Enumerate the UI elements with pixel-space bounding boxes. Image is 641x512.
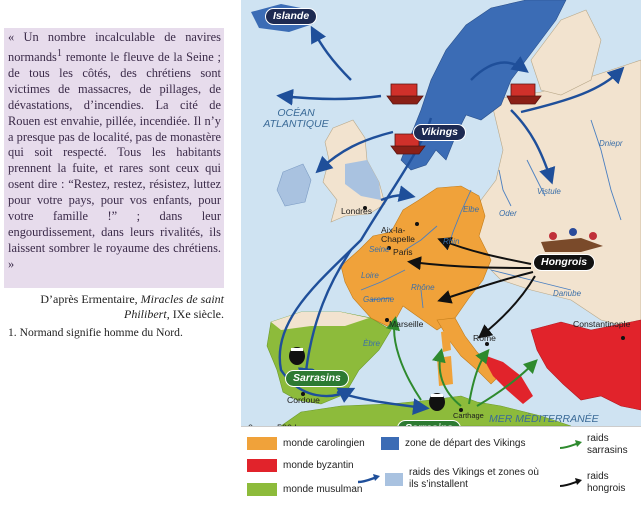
city-paris: Paris (393, 247, 413, 257)
river-danube: Danube (553, 289, 582, 298)
river-garonne: Garonne (363, 295, 395, 304)
source-prefix: D’après Ermentaire, (40, 292, 141, 306)
label-islande: Islande (265, 8, 317, 25)
vikings-arrow-icon (357, 472, 381, 486)
quote-text (8, 30, 221, 273)
city-rome: Rome (473, 333, 496, 343)
river-ebre: Èbre (363, 339, 380, 348)
source-title: Miracles de saint Philibert (124, 292, 224, 321)
legend-raids-sarrasins-label: raids sarrasins (587, 433, 628, 456)
sarrasins-arrow-icon (559, 438, 583, 452)
map-legend (241, 426, 641, 512)
river-oder: Oder (499, 209, 517, 218)
ocean-label: OCÉAN ATLANTIQUE (263, 107, 329, 130)
legend-raids-sarrasins (559, 433, 641, 457)
legend-byzantin-label: monde byzantin (283, 459, 354, 471)
map-canvas (241, 0, 641, 426)
swatch-musulman (247, 483, 277, 496)
swatch-viking-settlement (385, 473, 403, 486)
quote-part-1: « Un nombre incalculable de navires normands (8, 30, 221, 65)
legend-musulman (247, 483, 362, 496)
ireland (277, 164, 311, 206)
label-hongrois: Hongrois (533, 254, 595, 271)
legend-depart-vikings (381, 437, 525, 450)
legend-depart-vikings-label: zone de départ des Vikings (405, 437, 526, 449)
legend-carolingien-label: monde carolingien (283, 437, 365, 449)
legend-raids-vikings-label: raids des Vikings et zones où ils s’installent (409, 467, 539, 490)
river-rhin: Rhin (443, 237, 460, 246)
sea-label: MER MÉDITERRANÉE (489, 413, 599, 425)
river-loire: Loire (361, 271, 379, 280)
river-dniepr: Dniepr (599, 139, 623, 148)
legend-byzantin (247, 459, 354, 472)
legend-carolingien (247, 437, 365, 450)
legend-raids-hongrois (559, 471, 641, 495)
city-cordoue: Cordoue (287, 395, 320, 405)
river-vistule: Vistule (537, 187, 561, 196)
legend-musulman-label: monde musulman (283, 483, 363, 495)
source-suffix: , IXe siècle. (166, 307, 224, 321)
footnote: 1. Normand signifie homme du Nord. (8, 326, 183, 339)
byzantine-balkans (531, 320, 641, 410)
legend-raids-vikings (357, 467, 557, 491)
river-elbe: Elbe (463, 205, 480, 214)
legend-raids-hongrois-label: raids hongrois (587, 471, 626, 494)
label-sarrasins-west: Sarrasins (285, 370, 349, 387)
quote-panel (0, 0, 236, 511)
footnote-ref: 1 (56, 47, 63, 59)
swatch-byzantin (247, 459, 277, 472)
swatch-carolingien (247, 437, 277, 450)
city-londres: Londres (341, 206, 373, 216)
river-seine: Seine (369, 245, 390, 254)
city-aix-la-chapelle: Aix-la-Chapelle (381, 225, 415, 244)
hongrois-arrow-icon (559, 476, 583, 490)
city-marseille: Marseille (389, 319, 424, 329)
europe-map (241, 0, 641, 426)
city-carthage: Carthage (453, 411, 484, 420)
swatch-depart-vikings (381, 437, 399, 450)
city-constantinople: Constantinople (573, 319, 631, 329)
river-rhone: Rhône (411, 283, 435, 292)
quote-part-2: remonte le fleuve de la Seine ; de tous les côtés, des chrétiens sont victimes de massacres, de pillages, de dévastations, d’incendies. La cité de Rouen est envahie, pillée, incendiée. Il n’y a presque pas de localité, pas de monastère qui soit respecté. Tous les habitants prennent la fuite, et rares sont ceux qui osent dire : “Restez, restez, résistez, luttez pour votre pays, pour vos enfants, pour votre famille !” ; dans leur engourdissement, dans leurs rivalités, ils laissent sombrer le royaume des chrétiens. » (8, 50, 221, 271)
label-vikings: Vikings (413, 124, 466, 141)
quote-source (8, 292, 224, 322)
